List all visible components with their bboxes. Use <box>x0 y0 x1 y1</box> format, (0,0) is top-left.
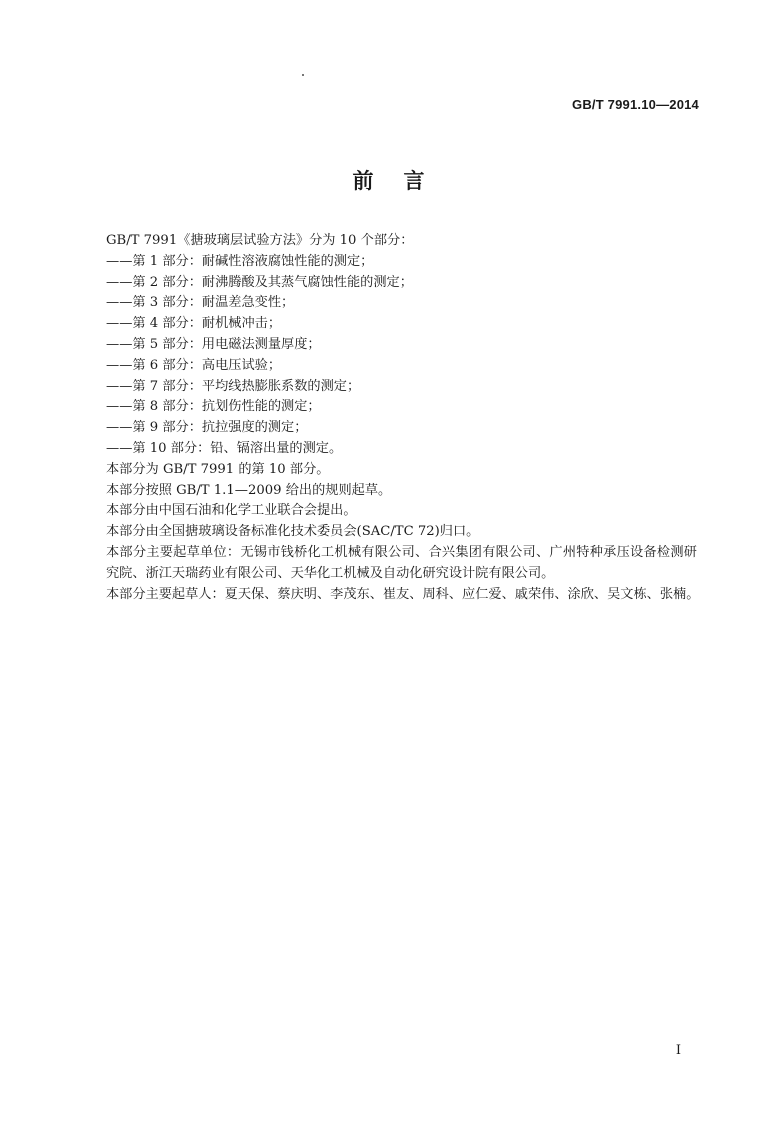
part-item-8: ——第 8 部分：抗划伤性能的测定； <box>106 399 321 415</box>
paragraph-drafting-rules: 本部分按照 GB/T 1.1—2009 给出的规则起草。 <box>106 482 392 498</box>
paragraph-drafters: 本部分主要起草人：夏天保、蔡庆明、李茂东、崔友、周科、应仁爱、戚荣伟、涂欣、吴文栋、张楠。 <box>106 586 700 602</box>
paragraph-part-number: 本部分为 GB/T 7991 的第 10 部分。 <box>106 461 330 477</box>
part-item-5: ——第 5 部分：用电磁法测量厚度； <box>106 336 321 352</box>
part-item-4: ——第 4 部分：耐机械冲击； <box>106 316 282 332</box>
part-item-7: ——第 7 部分：平均线热膨胀系数的测定； <box>106 378 361 394</box>
foreword-body <box>80 231 700 605</box>
part-item-6: ——第 6 部分：高电压试验； <box>106 357 282 373</box>
paragraph-drafting-units: 本部分主要起草单位：无锡市钱桥化工机械有限公司、合兴集团有限公司、广州特种承压设备检测研究院、浙江天瑞药业有限公司、天华化工机械及自动化研究设计院有限公司。 <box>106 544 697 581</box>
intro-line: GB/T 7991《搪玻璃层试验方法》分为 10 个部分： <box>106 233 414 248</box>
part-item-3: ——第 3 部分：耐温差急变性； <box>106 295 295 311</box>
part-item-2: ——第 2 部分：耐沸腾酸及其蒸气腐蚀性能的测定； <box>106 274 413 290</box>
page-title: 前言 <box>352 169 455 193</box>
part-item-10: ——第 10 部分：铅、镉溶出量的测定。 <box>106 440 343 456</box>
paragraph-proposer: 本部分由中国石油和化学工业联合会提出。 <box>106 503 357 519</box>
scan-speck <box>302 74 304 76</box>
standard-code: GB/T 7991.10—2014 <box>572 97 699 112</box>
page-number: I <box>675 1043 681 1058</box>
paragraph-centralized: 本部分由全国搪玻璃设备标准化技术委员会(SAC/TC 72)归口。 <box>106 524 480 540</box>
part-item-1: ——第 1 部分：耐碱性溶液腐蚀性能的测定； <box>106 253 374 269</box>
part-item-9: ——第 9 部分：抗拉强度的测定； <box>106 420 308 436</box>
